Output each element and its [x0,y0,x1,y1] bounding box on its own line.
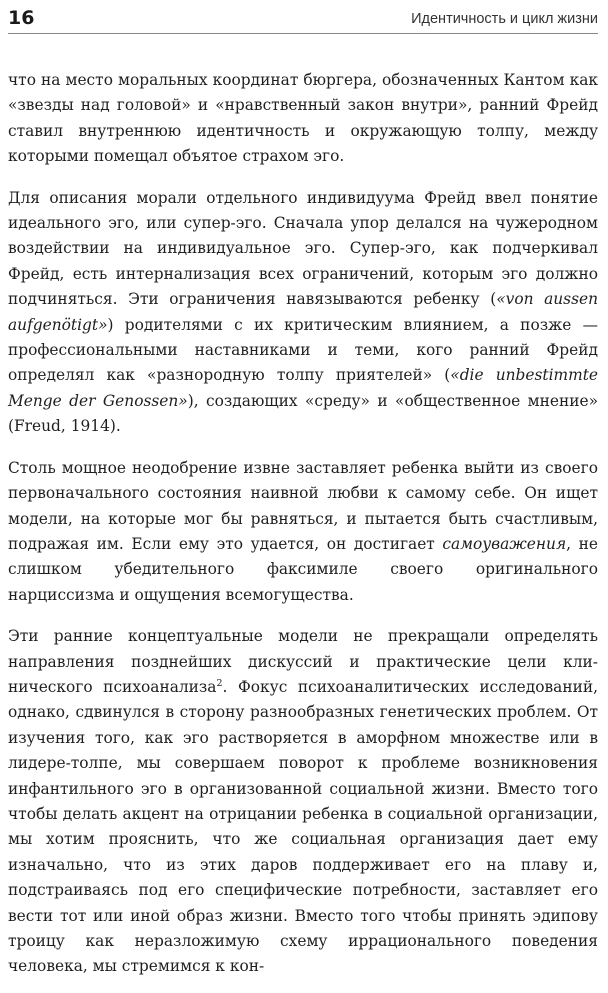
paragraph-text: Эти ранние концептуальные модели не прекращали определять направления позднейших дискуссий и практические цели клинического психоанализа [8,627,598,696]
paragraph-text: , не слишком убедительного факсимиле своего оригинального нарциссизма и ощущения всемогущества. [8,534,599,604]
running-title: Идентичность и цикл жизни [411,11,598,27]
paragraph-1 [8,68,598,170]
footnote-marker[interactable]: 2 [216,677,223,689]
page-header [8,6,598,32]
paragraph-text: . Фокус психоаналитических исследований, однако, сдвинулся в сторону разнообразных генетических проблем. От изучения того, как эго растворяется в аморфном множестве или в лидере-толпе, мы совершаем поворот к проблеме возникновения инфантильного эго в организованной социальной жизни. Вместо того чтобы делать акцент на отрицании ребенка в социальной организации, мы хотим прояснить, что же социальная организация дает ему изначально, что из этих даров поддерживает его на плаву и, подстраиваясь под его специфические потребности, заставляет его вести тот или иной образ жизни. Вместо того чтобы принять эдипову троицу как неразложимую схему иррационального поведения человека, мы стремимся к кон- [8,677,598,976]
paragraph-text: Для описания морали отдельного индивидуума Фрейд ввел понятие идеального эго, или супер-эго. Сначала упор делался на чужеродном воздействии на индивидуальное эго. Супер-эго, как подчеркивал Фрейд, есть интернализация всех ограничений, которым эго должно подчиняться. Эти ограничения навязываются ребенку ( [8,188,598,309]
body-text [8,68,598,980]
paragraph-text: ), создающих «среду» и «общественное мнение» (Freud, 1914). [8,391,598,436]
paragraph-3 [8,456,598,608]
paragraph-text: Столь мощное неодобрение извне заставляет ребенка выйти из своего первоначального состояния наивной любви к самому себе. Он ищет модели, на которые мог бы равняться, и пытается быть счастливым, подражая им. Если ему это удается, он достигает [8,458,598,553]
paragraph-4 [8,624,598,980]
german-quote-2: «die unbestimmte Menge der Genossen» [8,366,598,410]
german-quote-1: «von aussen aufgenötigt» [8,290,598,334]
header-divider [8,33,598,34]
paragraph-text: ) родителями с их критическим влиянием, а позже — профессиональными наставниками и теми, кого ранний Фрейд определял как «разнородную толпу приятелей» ( [8,315,598,385]
paragraph-text: что на место моральных координат бюргера, обозначенных Кантом как «звезды над головой» и «нравственный закон внутри», ранний Фрейд ставил внутреннюю идентичность и окружающую толпу, между которыми помещал объятое страхом эго. [8,71,598,166]
italic-term: самоуважения [442,534,567,553]
paragraph-2 [8,186,598,440]
page-number: 16 [8,7,35,29]
